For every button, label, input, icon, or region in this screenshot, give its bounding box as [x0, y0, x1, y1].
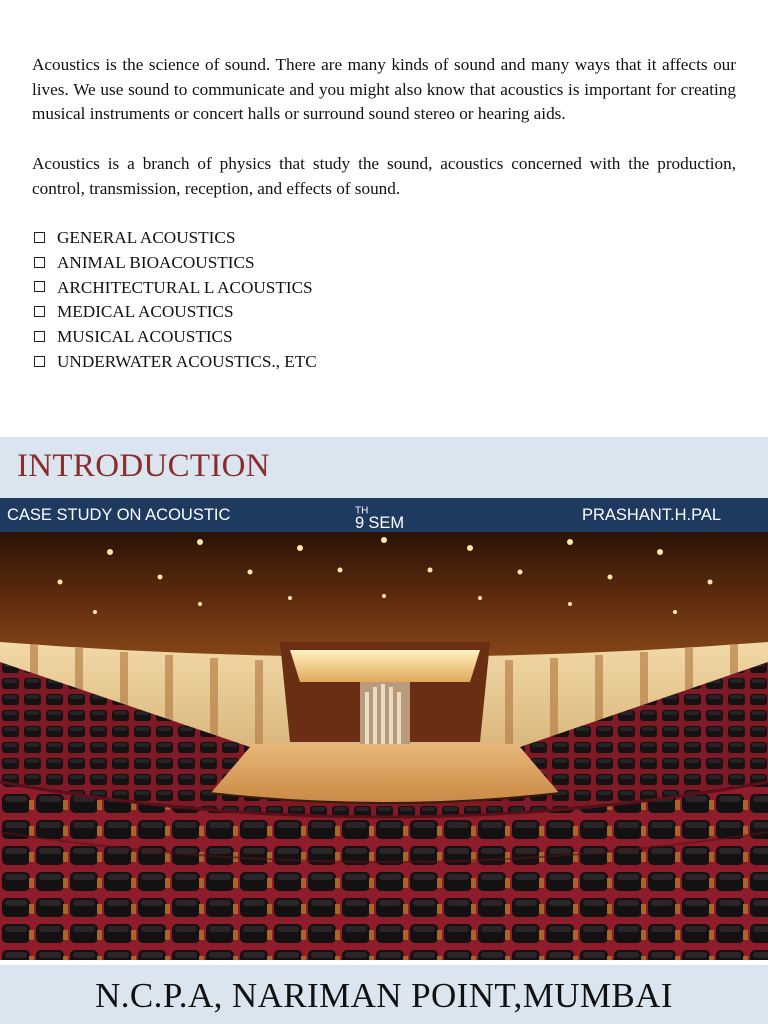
list-item: ARCHITECTURAL L ACOUSTICS [34, 276, 317, 301]
list-item: MEDICAL ACOUSTICS [34, 300, 317, 325]
list-item: UNDERWATER ACOUSTICS., ETC [34, 350, 317, 375]
case-study-label: CASE STUDY ON ACOUSTIC [7, 506, 231, 524]
acoustics-type-list [34, 226, 317, 375]
section-title: INTRODUCTION [17, 448, 270, 484]
case-study-bar [0, 498, 768, 532]
location-caption: N.C.P.A, NARIMAN POINT,MUMBAI [95, 976, 673, 1015]
intro-paragraph-1: Acoustics is the science of sound. There are many kinds of sound and many ways that it affects our lives. We use sound to communicate and you might also know that acoustics is important for creating musical instruments or concert halls or surround sound stereo or hearing aids. [32, 55, 736, 124]
semester-label: 9 $^{TH}$ SEM [355, 505, 405, 532]
list-item: MUSICAL ACOUSTICS [34, 325, 317, 350]
checkbox-bullet-icon [34, 306, 45, 317]
list-item: ANIMAL BIOACOUSTICS [34, 251, 317, 276]
checkbox-bullet-icon [34, 281, 45, 292]
checkbox-bullet-icon [34, 331, 45, 342]
checkbox-bullet-icon [34, 356, 45, 367]
concert-hall-photo [0, 532, 768, 960]
intro-paragraph-2: Acoustics is a branch of physics that study the sound, acoustics concerned with the production, control, transmission, reception, and effects of sound. [32, 154, 736, 198]
list-item: GENERAL ACOUSTICS [34, 226, 317, 251]
checkbox-bullet-icon [34, 257, 45, 268]
checkbox-bullet-icon [34, 232, 45, 243]
author-name: PRASHANT.H.PAL [582, 506, 722, 524]
